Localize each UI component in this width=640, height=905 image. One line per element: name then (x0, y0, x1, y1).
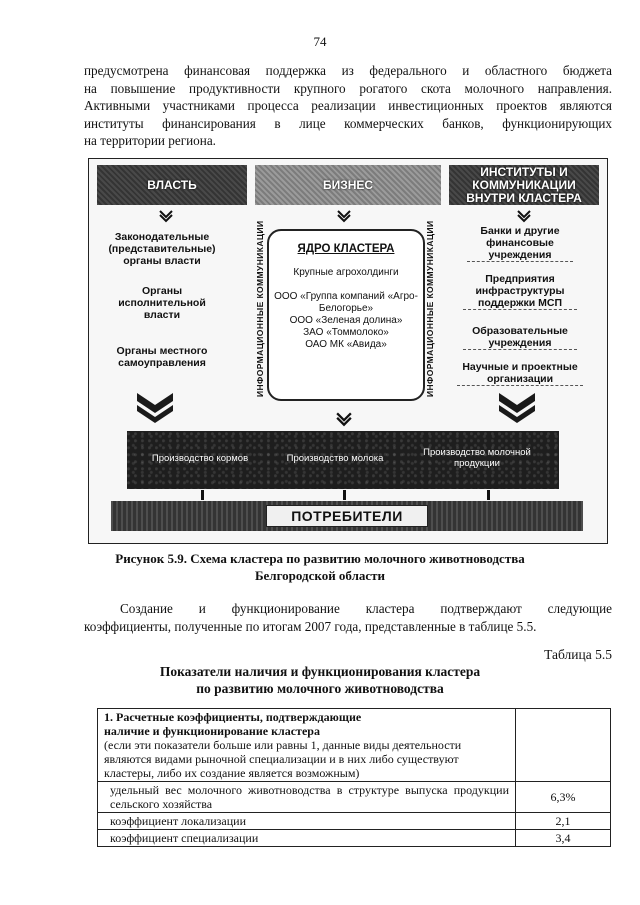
label-cell: коэффициент специализации (98, 830, 516, 847)
table-row (98, 782, 611, 813)
caption-line: Рисунок 5.9. Схема кластера по развитию молочного животноводства (115, 551, 525, 566)
core-list-item: ОАО МК «Авида» (305, 339, 387, 350)
large-chevron-down-icon (497, 391, 537, 425)
table-label: Таблица 5.5 (544, 647, 612, 662)
text-line: предусмотрена финансовая поддержка из федерального и областного бюджета (84, 63, 612, 78)
text-line: Активными участниками процесса реализации инвестиционных проектов являются (84, 98, 612, 113)
text-line: Создание и функционирование кластера подтверждают следующие (120, 601, 612, 616)
table-row (98, 709, 611, 782)
section-note: (если эти показатели больше или равны 1, данные виды деятельности являются видами рыночной специализации и в них либо существуют кластеры, либо их создание является возможным) (104, 738, 462, 780)
paragraph-2 (84, 600, 612, 635)
connector (343, 490, 346, 500)
intro-paragraph (84, 62, 612, 150)
consumers-label: ПОТРЕБИТЕЛИ (266, 505, 428, 527)
table-title-line: Показатели наличия и функционирования кластера (159, 664, 481, 679)
core-list-item: ООО «Зеленая долина» (289, 315, 403, 326)
page-number: 74 (313, 34, 327, 49)
core-title: ЯДРО КЛАСТЕРА (297, 243, 395, 255)
core-list-item: ЗАО «Томмолоко» (303, 327, 389, 338)
caption-line: Белгородской области (254, 567, 386, 583)
chevron-down-icon (335, 411, 353, 427)
chevron-down-icon (159, 209, 173, 223)
header-power: ВЛАСТЬ (97, 165, 247, 205)
section-title: 1. Расчетные коэффициенты, подтверждающие наличие и функционирование кластера (104, 710, 362, 738)
label-cell: удельный вес молочного животноводства в структуре выпуска продукции сельского хозяйства (98, 782, 516, 813)
left-item: Органы исполнительной власти (118, 285, 206, 321)
connector (201, 490, 204, 500)
large-chevron-down-icon (135, 391, 175, 425)
indicators-table (97, 708, 611, 847)
header-business: БИЗНЕС (255, 165, 441, 205)
table-row (98, 830, 611, 847)
chevron-down-icon (337, 209, 351, 223)
production-bar (127, 431, 559, 489)
text-line: институты финансирования в лице коммерческих банков, функционирующих (84, 115, 612, 131)
table-title-line: по развитию молочного животноводства (196, 681, 444, 696)
vertical-label-left: ИНФОРМАЦИОННЫЕ КОММУНИКАЦИИ (255, 220, 265, 397)
value-cell (516, 709, 611, 782)
value-cell: 3,4 (516, 830, 611, 847)
chevron-down-icon (517, 209, 531, 223)
core-list (269, 291, 423, 351)
production-item: Производство кормов (151, 453, 249, 464)
production-item: Производство молочной продукции (423, 447, 531, 469)
connector (487, 490, 490, 500)
text-line: коэффициенты, полученные по итогам 2007 года, представленные в таблице 5.5. (84, 618, 537, 634)
consumers-bar (111, 501, 583, 531)
table-title (0, 663, 640, 697)
section-cell (98, 709, 516, 782)
table-row (98, 813, 611, 830)
figure-caption (0, 551, 640, 584)
right-item: Банки и другие финансовые учреждения (467, 225, 573, 262)
value-cell: 2,1 (516, 813, 611, 830)
right-item: Образовательные учреждения (463, 325, 577, 350)
header-institutes: ИНСТИТУТЫ И КОММУНИКАЦИИ ВНУТРИ КЛАСТЕРА (449, 165, 599, 205)
right-item: Научные и проектные организации (457, 361, 583, 386)
vertical-label-right: ИНФОРМАЦИОННЫЕ КОММУНИКАЦИИ (425, 220, 435, 397)
cluster-diagram (88, 158, 608, 544)
value-cell: 6,3% (516, 782, 611, 813)
left-item: Законодательные (представительные) органы власти (108, 231, 216, 267)
core-list-item: ООО «Группа компаний «Агро-Белогорье» (274, 291, 418, 314)
right-item: Предприятия инфраструктуры поддержки МСП (463, 273, 577, 310)
cluster-core (267, 229, 425, 401)
left-item: Органы местного самоуправления (116, 345, 208, 369)
core-subtitle: Крупные агрохолдинги (293, 267, 399, 278)
text-line: на территории региона. (84, 133, 216, 148)
production-item: Производство молока (286, 453, 384, 464)
text-line: на повышение продуктивности крупного рогатого скота молочного направления. (84, 80, 612, 96)
label-cell: коэффициент локализации (98, 813, 516, 830)
